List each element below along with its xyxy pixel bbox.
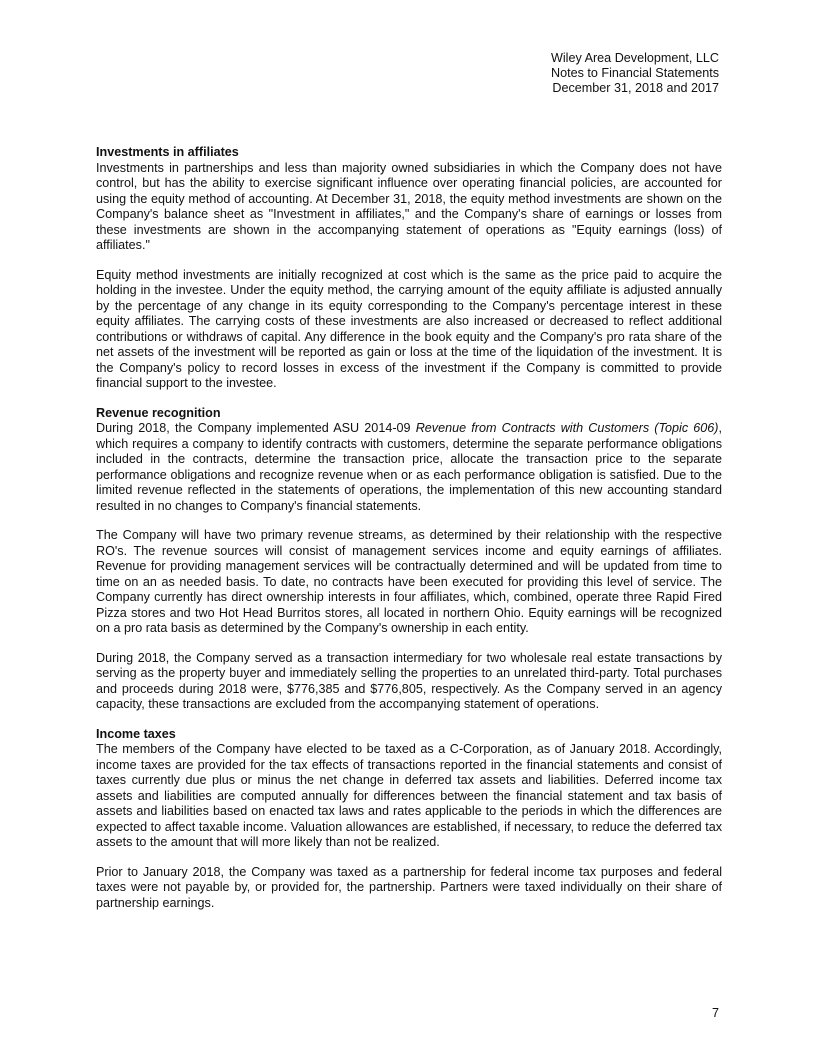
section-heading: Income taxes: [96, 726, 176, 741]
paragraph: Investments in partnerships and less than majority owned subsidiaries in which the Company does not have control, but has the ability to exercise significant influence over operating financial policies, are accounted for using the equity method of accounting. At December 31, 2018, the equity method investments are shown on the Company's balance sheet as "Investment in affiliates," and the Company's share of earnings or losses from these investments are shown in the accompanying statement of operations as "Equity earnings (loss) of affiliates.": [96, 160, 722, 252]
paragraph: The Company will have two primary revenue streams, as determined by their relationship with the respective RO's. The revenue sources will consist of management services income and equity earnings of affiliates. Revenue for providing management services will be contractually determined and will be updated from time to time on an as needed basis. To date, no contracts have been executed for providing this level of service. The Company currently has direct ownership interests in four affiliates, which, combined, operate three Rapid Fired Pizza stores and two Hot Head Burritos stores, all located in northern Ohio. Equity earnings will be recognized on a pro rata basis as determined by the Company's ownership in each entity.: [96, 528, 722, 635]
page-header: [551, 51, 719, 96]
section-heading: Revenue recognition: [96, 405, 221, 420]
section-heading: Investments in affiliates: [96, 145, 239, 159]
paragraph: [96, 421, 722, 514]
section-revenue-recognition: [96, 406, 722, 713]
paragraph: Equity method investments are initially recognized at cost which is the same as the price paid to acquire the holding in the investee. Under the equity method, the carrying amount of the equity affiliate is adjusted annually by the percentage of any change in its equity corresponding to the Company's percentage interest in these equity affiliates. The carrying costs of these investments are also increased or decreased to reflect additional contributions or withdraws of capital. Any difference in the book equity and the Company's pro rata share of the net assets of the investment will be reported as gain or loss at the time of the liquidation of the investment. It is the Company's policy to record losses in excess of the investment if the Company is committed to provide financial support to the investee.: [96, 267, 722, 390]
page-number: 7: [711, 1006, 719, 1020]
standard-title: Revenue from Contracts with Customers (Topic 606): [415, 421, 719, 435]
section-income-taxes: [96, 727, 722, 912]
paragraph: The members of the Company have elected to be taxed as a C-Corporation, as of January 2018. Accordingly, income taxes are provided for the tax effects of transactions reported in the financial statements and consist of taxes currently due plus or minus the net change in deferred tax assets and liabilities. Deferred income tax assets and liabilities are computed annually for differences between the financial statement and tax basis of assets and liabilities based on enacted tax laws and rates applicable to the periods in which the differences are expected to affect taxable income. Valuation allowances are established, if necessary, to reduce the deferred tax assets to the amount that will more likely than not be realized.: [96, 742, 722, 849]
paragraph-text: , which requires a company to identify contracts with customers, determine the separate performance obligations included in the contracts, determine the transaction price, allocate the transaction price to the separate performance obligations and recognize revenue when or as each performance obligation is satisfied. Due to the limited revenue reflected in the statements of operations, the implementation of this new accounting standard resulted in no changes to Company's financial statements.: [96, 421, 723, 513]
section-investments: [96, 145, 722, 392]
document-body: [96, 145, 722, 925]
company-name: Wiley Area Development, LLC: [551, 51, 719, 65]
document-title: Notes to Financial Statements: [551, 66, 719, 80]
paragraph: During 2018, the Company served as a transaction intermediary for two wholesale real estate transactions by serving as the property buyer and immediately selling the properties to an unrelated third-party. Total purchases and proceeds during 2018 were, $776,385 and $776,805, respectively. As the Company served in an agency capacity, these transactions are excluded from the accompanying statement of operations.: [96, 650, 722, 711]
paragraph-text: During 2018, the Company implemented ASU 2014-09: [96, 421, 416, 435]
paragraph: Prior to January 2018, the Company was taxed as a partnership for federal income tax purposes and federal taxes were not payable by, or provided for, the partnership. Partners were taxed individually on their share of partnership earnings.: [96, 864, 722, 910]
statement-date: December 31, 2018 and 2017: [552, 81, 719, 95]
